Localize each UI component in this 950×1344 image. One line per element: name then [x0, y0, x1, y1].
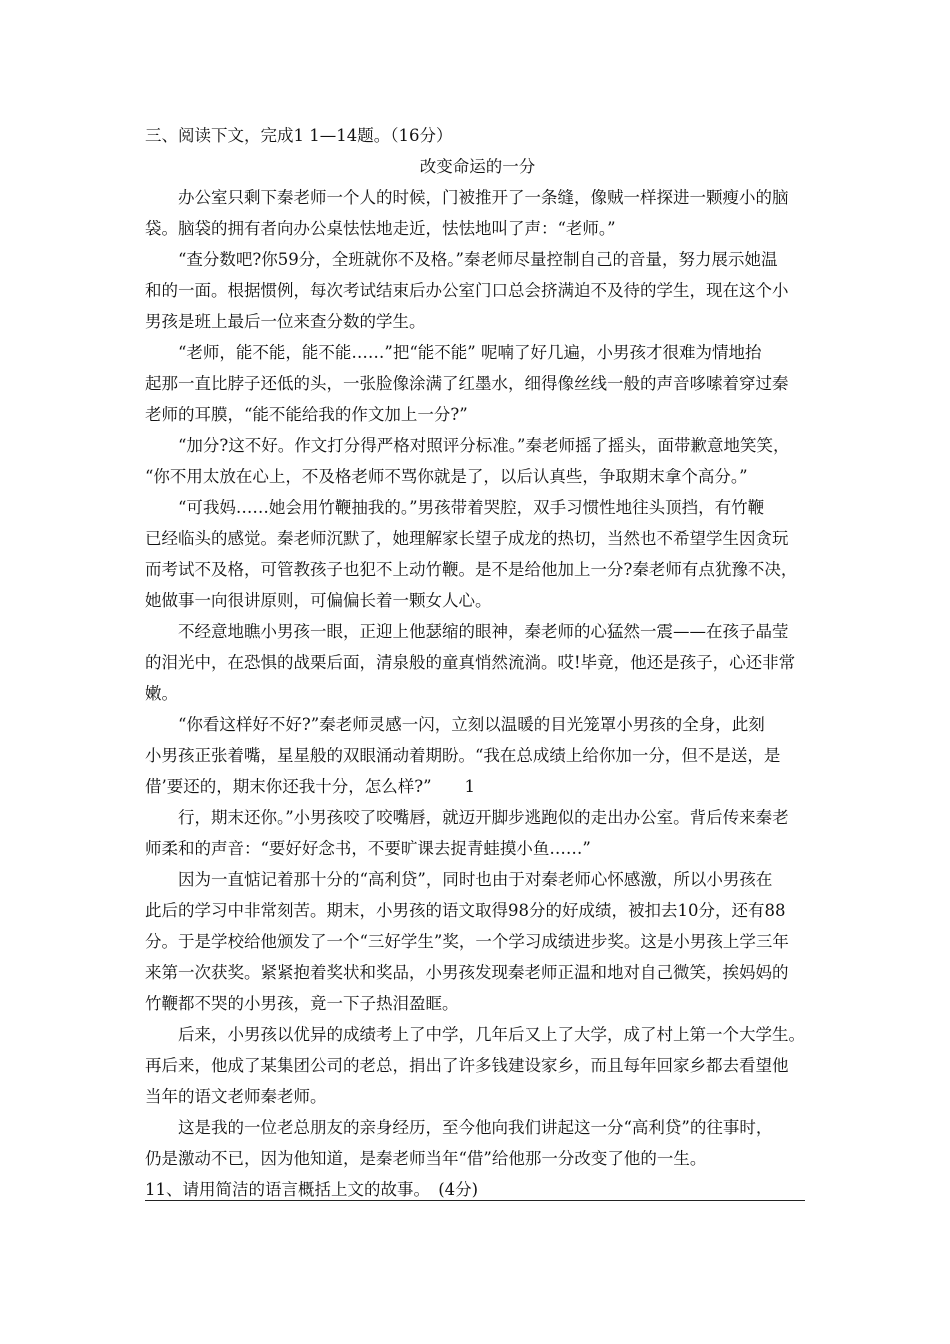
body-line: 嫩。	[145, 684, 178, 703]
question-11: 11、请用简洁的语言概括上文的故事。 (4分)	[145, 1180, 479, 1199]
body-line: 已经临头的感觉。秦老师沉默了，她理解家长望子成龙的热切，当然也不希望学生因贪玩	[145, 529, 789, 548]
body-line: 的泪光中，在恐惧的战栗后面，清泉般的童真悄然流淌。哎!毕竟，他还是孩子，心还非常	[145, 653, 796, 672]
body-line: 办公室只剩下秦老师一个人的时候，门被推开了一条缝，像贼一样探进一颗瘦小的脑	[145, 188, 789, 207]
body-line: 当年的语文老师秦老师。	[145, 1087, 327, 1106]
body-line: 再后来，他成了某集团公司的老总，捐出了许多钱建设家乡，而且每年回家乡都去看望他	[145, 1056, 789, 1075]
body-line: 袋。脑袋的拥有者向办公桌怯怯地走近，怯怯地叫了声：“老师。”	[145, 219, 616, 238]
body-line: “可我妈……她会用竹鞭抽我的。”男孩带着哭腔，双手习惯性地往头顶挡，有竹鞭	[145, 498, 765, 517]
body-line: “你不用太放在心上，不及格老师不骂你就是了，以后认真些，争取期末拿个高分。”	[145, 467, 748, 486]
article-title: 改变命运的一分	[419, 157, 536, 176]
body-line: 此后的学习中非常刻苦。期末，小男孩的语文取得98分的好成绩，被扣去10分，还有88	[145, 901, 786, 920]
body-line: “查分数吧?你59分，全班就你不及格。”秦老师尽量控制自己的音量，努力展示她温	[145, 250, 778, 269]
body-line: “加分?这不好。作文打分得严格对照评分标准。”秦老师摇了摇头，面带歉意地笑笑，	[145, 436, 790, 455]
body-line: 和的一面。根据惯例，每次考试结束后办公室门口总会挤满迫不及待的学生，现在这个小	[145, 281, 789, 300]
body-line: 仍是激动不已，因为他知道，是秦老师当年“借”给他那一分改变了他的一生。	[145, 1149, 707, 1168]
body-line: 老师的耳膜，“能不能给我的作文加上一分?”	[145, 405, 468, 424]
body-line: 后来，小男孩以优异的成绩考上了中学，几年后又上了大学，成了村上第一个大学生。	[145, 1025, 805, 1044]
body-line: “老师，能不能，能不能……”把“能不能” 呢喃了好几遍，小男孩才很难为情地抬	[145, 343, 762, 362]
body-line: 竹鞭都不哭的小男孩，竟一下子热泪盈眶。	[145, 994, 459, 1013]
body-line: 小男孩正张着嘴，星星般的双眼涌动着期盼。“我在总成绩上给你加一分，但不是送，是	[145, 746, 781, 765]
body-line: “你看这样好不好?”秦老师灵感一闪，立刻以温暖的目光笼罩小男孩的全身，此刻	[145, 715, 765, 734]
body-line: 借’要还的，期末你还我十分，怎么样?” 1	[145, 777, 476, 796]
body-line: 不经意地瞧小男孩一眼，正迎上他瑟缩的眼神，秦老师的心猛然一震——在孩子晶莹	[145, 622, 789, 641]
exam-page	[145, 120, 810, 1205]
body-line: 来第一次获奖。紧紧抱着奖状和奖品，小男孩发现秦老师正温和地对自己微笑，挨妈妈的	[145, 963, 789, 982]
section-heading: 三、阅读下文，完成1 1—14题。（16分）	[145, 126, 453, 145]
body-line: 师柔和的声音：“要好好念书，不要旷课去捉青蛙摸小鱼……”	[145, 839, 591, 858]
body-line: 分。于是学校给他颁发了一个“三好学生”奖，一个学习成绩进步奖。这是小男孩上学三年	[145, 932, 789, 951]
body-line: 这是我的一位老总朋友的亲身经历，至今他向我们讲起这一分“高利贷”的往事时，	[145, 1118, 773, 1137]
body-line: 男孩是班上最后一位来查分数的学生。	[145, 312, 426, 331]
body-line: 因为一直惦记着那十分的“高利贷”，同时也由于对秦老师心怀感激，所以小男孩在	[145, 870, 773, 889]
body-line: 她做事一向很讲原则，可偏偏长着一颗女人心。	[145, 591, 492, 610]
answer-line	[145, 1200, 805, 1201]
body-line: 而考试不及格，可管教孩子也犯不上动竹鞭。是不是给他加上一分?秦老师有点犹豫不决，	[145, 560, 798, 579]
body-line: 行，期末还你。”小男孩咬了咬嘴唇，就迈开脚步逃跑似的走出办公室。背后传来秦老	[145, 808, 789, 827]
body-line: 起那一直比脖子还低的头，一张脸像涂满了红墨水，细得像丝线一般的声音哆嗦着穿过秦	[145, 374, 789, 393]
